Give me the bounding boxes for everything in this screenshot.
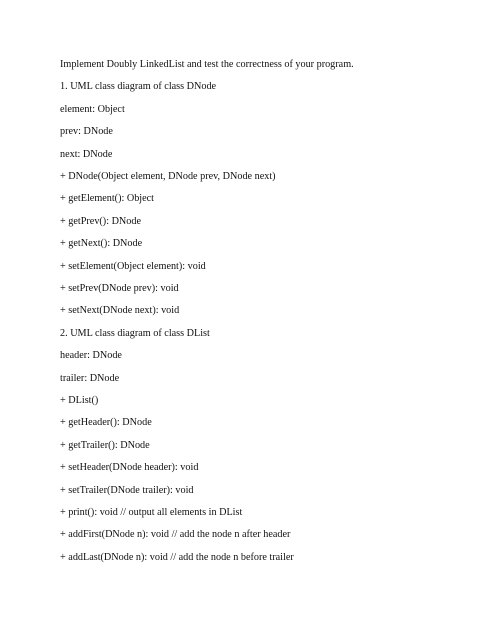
dnode-method-getprev: + getPrev(): DNode [60,216,141,227]
dlist-method-addfirst: + addFirst(DNode n): void // add the node n after header [60,529,291,540]
intro-text: Implement Doubly LinkedList and test the correctness of your program. [60,59,354,70]
dlist-method-setheader: + setHeader(DNode header): void [60,462,199,473]
dlist-constructor: + DList() [60,395,99,406]
dlist-field-header: header: DNode [60,350,122,361]
dlist-method-settrailer: + setTrailer(DNode trailer): void [60,485,194,496]
dnode-method-setelement: + setElement(Object element): void [60,261,206,272]
dnode-field-element: element: Object [60,104,125,115]
dlist-method-print: + print(): void // output all elements in DList [60,507,243,518]
dlist-method-getheader: + getHeader(): DNode [60,417,152,428]
dlist-field-trailer: trailer: DNode [60,373,120,384]
dlist-method-gettrailer: + getTrailer(): DNode [60,440,150,451]
dnode-field-prev: prev: DNode [60,126,113,137]
section-heading-dlist: 2. UML class diagram of class DList [60,328,210,339]
dnode-method-setnext: + setNext(DNode next): void [60,305,180,316]
dlist-method-addlast: + addLast(DNode n): void // add the node n before trailer [60,552,294,563]
section-heading-dnode: 1. UML class diagram of class DNode [60,81,217,92]
dnode-constructor: + DNode(Object element, DNode prev, DNode next) [60,171,276,182]
dnode-method-getelement: + getElement(): Object [60,193,155,204]
dnode-field-next: next: DNode [60,149,113,160]
dnode-method-getnext: + getNext(): DNode [60,238,143,249]
dnode-method-setprev: + setPrev(DNode prev): void [60,283,179,294]
